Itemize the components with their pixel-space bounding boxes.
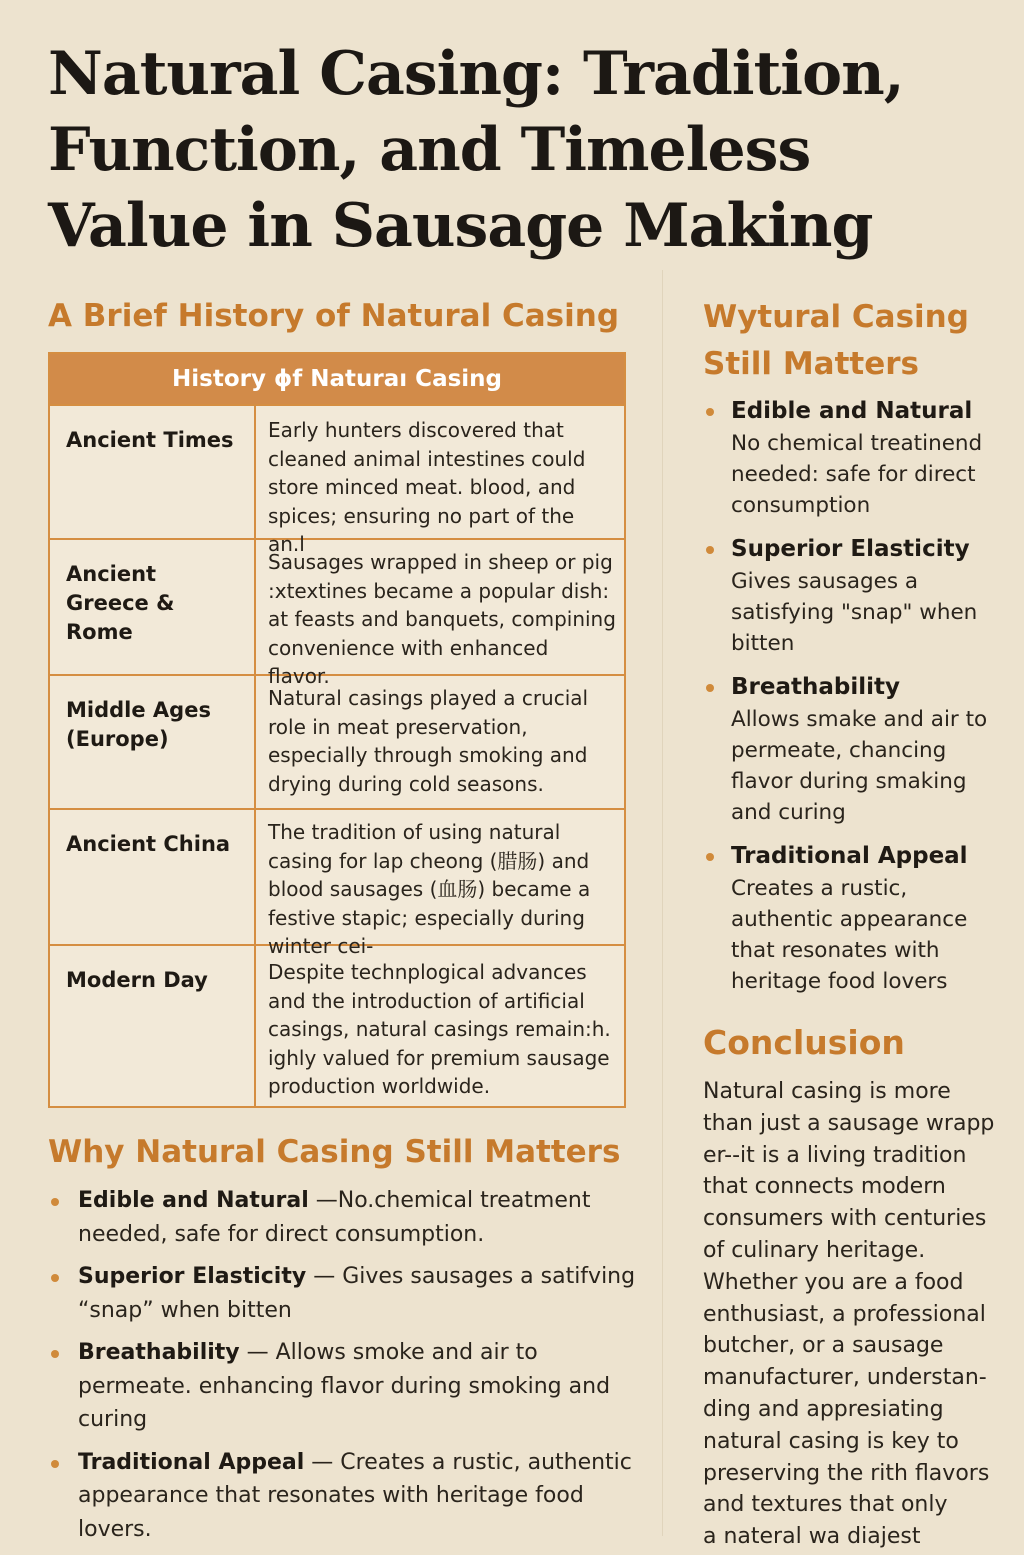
conclusion-line: natural casing is key to xyxy=(703,1428,959,1454)
description-cell: The tradition of using natural casing for lap cheong (腊肠) and blood sausages (血肠) became a festive stapic; especially during winter cei- xyxy=(268,820,591,958)
conclusion-line: preserving the rith flavors xyxy=(703,1460,990,1486)
conclusion-line: a nateral wa diajest xyxy=(703,1524,921,1550)
table-row xyxy=(50,674,624,808)
bullet-icon xyxy=(51,1274,59,1282)
era-cell: Ancient Greece & Rome xyxy=(50,540,256,674)
why-heading: Why Natural Casing Still Matters xyxy=(48,1134,621,1170)
bullet-icon xyxy=(706,408,714,416)
conclusion-line: er--it is a living tradition xyxy=(703,1142,967,1168)
page-title: Natural Casing: Tradition, Function, and Timeless Value in Sausage Making xyxy=(48,39,904,261)
conclusion-line: of culinary heritage. xyxy=(703,1237,926,1263)
item-text: — Allows smoke and air to permeate. enhancing flavor during smoking and curing xyxy=(78,1340,611,1432)
era-cell: Middle Ages (Europe) xyxy=(50,676,256,808)
conclusion-line: that connects modern xyxy=(703,1174,946,1200)
history-heading: A Brief History of Natural Casing xyxy=(48,298,620,334)
conclusion-heading: Conclusion xyxy=(703,1023,905,1062)
item-text: Gives sausages a satisfying "snap" when bitten xyxy=(731,569,978,656)
list-item xyxy=(703,532,1003,659)
item-title: Traditional Appeal xyxy=(731,843,968,869)
item-title: Edible and Natural xyxy=(731,398,973,424)
item-title: Superior Elasticity xyxy=(731,536,970,562)
item-text: No chemical treatinend needed: safe for direct consumption xyxy=(731,431,983,518)
list-item xyxy=(48,1184,648,1251)
item-text: — Gives sausages a satifving “snap” when bitten xyxy=(78,1264,636,1323)
item-text: —No.chemical treatment needed, safe for direct consumption. xyxy=(78,1188,591,1247)
why-list xyxy=(48,1184,648,1555)
conclusion-line: Natural casing is more xyxy=(703,1079,951,1104)
description-cell: Early hunters discovered that cleaned animal intestines could store minced meat. blood, and spices; ensuring no part of the an.l xyxy=(268,418,586,556)
sidebar-why-heading: Wytural Casing Still Matters xyxy=(703,299,969,382)
bullet-icon xyxy=(51,1460,59,1468)
table-caption: History ɸf Naturaı Casing xyxy=(50,354,624,404)
era-cell: Ancient Times xyxy=(50,406,256,538)
item-title: Traditional Appeal xyxy=(78,1449,305,1475)
table-row xyxy=(50,808,624,958)
item-text: Allows smake and air to permeate, chancing flavor during smaking and curing xyxy=(731,707,988,825)
list-item xyxy=(703,394,1003,521)
conclusion-line: manufacturer, understan- xyxy=(703,1365,987,1391)
bullet-icon xyxy=(706,546,714,554)
item-text: Creates a rustic, authentic appearance that resonates with heritage food lovers xyxy=(731,876,968,994)
history-table xyxy=(48,352,626,1108)
table-row xyxy=(50,944,624,1106)
bullet-icon xyxy=(706,684,714,692)
list-item xyxy=(48,1260,648,1327)
table-row xyxy=(50,404,624,556)
era-cell: Modern Day xyxy=(50,946,256,1106)
conclusion-line: Whether you are a food xyxy=(703,1269,964,1295)
item-title: Breathability xyxy=(731,674,900,700)
list-item xyxy=(48,1336,648,1437)
conclusion-line: and textures that only xyxy=(703,1492,948,1518)
item-text: — Creates a rustic, authentic appearance that resonates with heritage food lovers. xyxy=(78,1449,632,1542)
list-item xyxy=(48,1446,648,1547)
item-title: Edible and Natural xyxy=(78,1188,309,1213)
conclusion-text xyxy=(703,1076,1003,1553)
conclusion-line: than just a sausage wrapp xyxy=(703,1110,995,1136)
conclusion-line: enthusiast, a professional xyxy=(703,1301,986,1327)
description-cell: Despite technplogical advances and the introduction of artificial casings, natural casings remain:h. ighly valued for premium sausage production worldwide. xyxy=(268,960,611,1098)
list-item xyxy=(703,670,1003,828)
item-title: Breathability xyxy=(78,1340,240,1365)
item-title: Superior Elasticity xyxy=(78,1264,307,1289)
sidebar-why-list xyxy=(703,394,1003,1008)
list-item xyxy=(703,839,1003,997)
conclusion-line: consumers with centuries xyxy=(703,1206,987,1232)
bullet-icon xyxy=(51,1198,59,1206)
conclusion-line: ding and appresiating xyxy=(703,1396,944,1422)
era-cell: Ancient China xyxy=(50,810,256,944)
conclusion-line: butcher, or a sausage xyxy=(703,1333,944,1359)
column-divider xyxy=(662,270,663,1536)
description-cell: Sausages wrapped in sheep or pig :xtextines became a popular dish: at feasts and banquets, compining convenience with enhanced flavor. xyxy=(268,550,616,688)
bullet-icon xyxy=(706,853,714,861)
table-row xyxy=(50,538,624,688)
bullet-icon xyxy=(51,1350,59,1358)
description-cell: Natural casings played a crucial role in meat preservation, especially through smoking and drying during cold seasons. xyxy=(268,686,589,796)
